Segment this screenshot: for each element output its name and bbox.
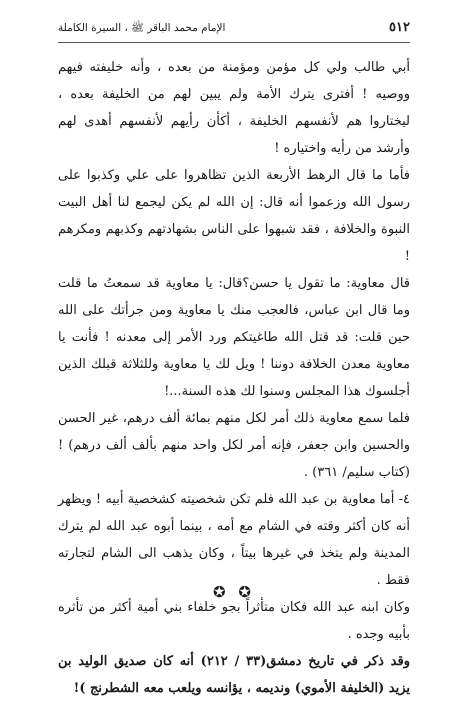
page-header bbox=[58, 20, 410, 36]
paragraph-5: ٤- أما معاوية بن عبد الله فلم تكن شخصيته كشخصية أبيه ! ويظهر أنه كان أكثر وقته في الشام مع أمه ، بينما أبوه عبد الله لم يترك المدينة ولم يتخذ في غيرها بيتاً ، وكان يذهب الى الشام لتجارته فقط . bbox=[58, 492, 410, 588]
paragraph-4: فلما سمع معاوية ذلك أمر لكل منهم بمائة ألف درهم، غير الحسن والحسين وابن جعفر، فإنه أمر لكل واحد منهم بألف ألف درهم) ! (كتاب سليم/ ٣٦١) . bbox=[58, 411, 410, 480]
page-body bbox=[58, 54, 410, 702]
paragraph-3: قال معاوية: ما تقول يا حسن؟قال: يا معاوية قد سمعتُ ما قلت وما قال ابن عباس، فالعجب منك يا معاوية ومن جرأتك على الله حين قلت: قد قتل الله طاغيتكم ورد الأمر إلى معدنه ! فأنت يا معاوية معدن الخلافة دوننا ! ويل لك يا معاوية وللثلاثة قبلك الذين أجلسوك هذا المجلس وسنوا لك هذه السنة...! bbox=[58, 276, 410, 399]
paragraph-6: وكان ابنه عبد الله فكان متأثراً بجو خلفاء بني أمية أكثر من تأثره بأبيه وجده . bbox=[58, 600, 410, 642]
page-number: ٥١٢ bbox=[389, 20, 410, 35]
header-rule bbox=[58, 42, 410, 43]
section-ornament: ✪ ✪ bbox=[213, 583, 255, 601]
paragraph-2: فأما ما قال الرهط الأربعة الذين تظاهروا على علي وكذبوا على رسول الله وزعموا أنه قال: إن الله لم يكن ليجمع لنا أهل البيت النبوة والخلافة ، فقد شبهوا على الناس بشهادتهم وكذبهم ومكرهم ! bbox=[58, 168, 410, 264]
paragraph-7: وقد ذكر في تاريخ دمشق(٣٣ / ٢١٢) أنه كان صديق الوليد بن يزيد (الخليفة الأموي) ونديمه ، يؤانسه ويلعب معه الشطرنج )! bbox=[58, 654, 410, 696]
running-title: الإمام محمد الباقر ﷺ ، السيرة الكاملة bbox=[58, 22, 226, 34]
paragraph-1: أبي طالب ولي كل مؤمن ومؤمنة من بعده ، وأنه خليفته فيهم ووصيه ! أفترى يترك الأمة ولم يبين لهم من الخليفة بعده ، ليختاروا هم لأنفسهم الخليفة ، أكأن رأيهم لأنفسهم أهدى لهم وأرشد من رأيه واختياره ! bbox=[58, 60, 410, 156]
